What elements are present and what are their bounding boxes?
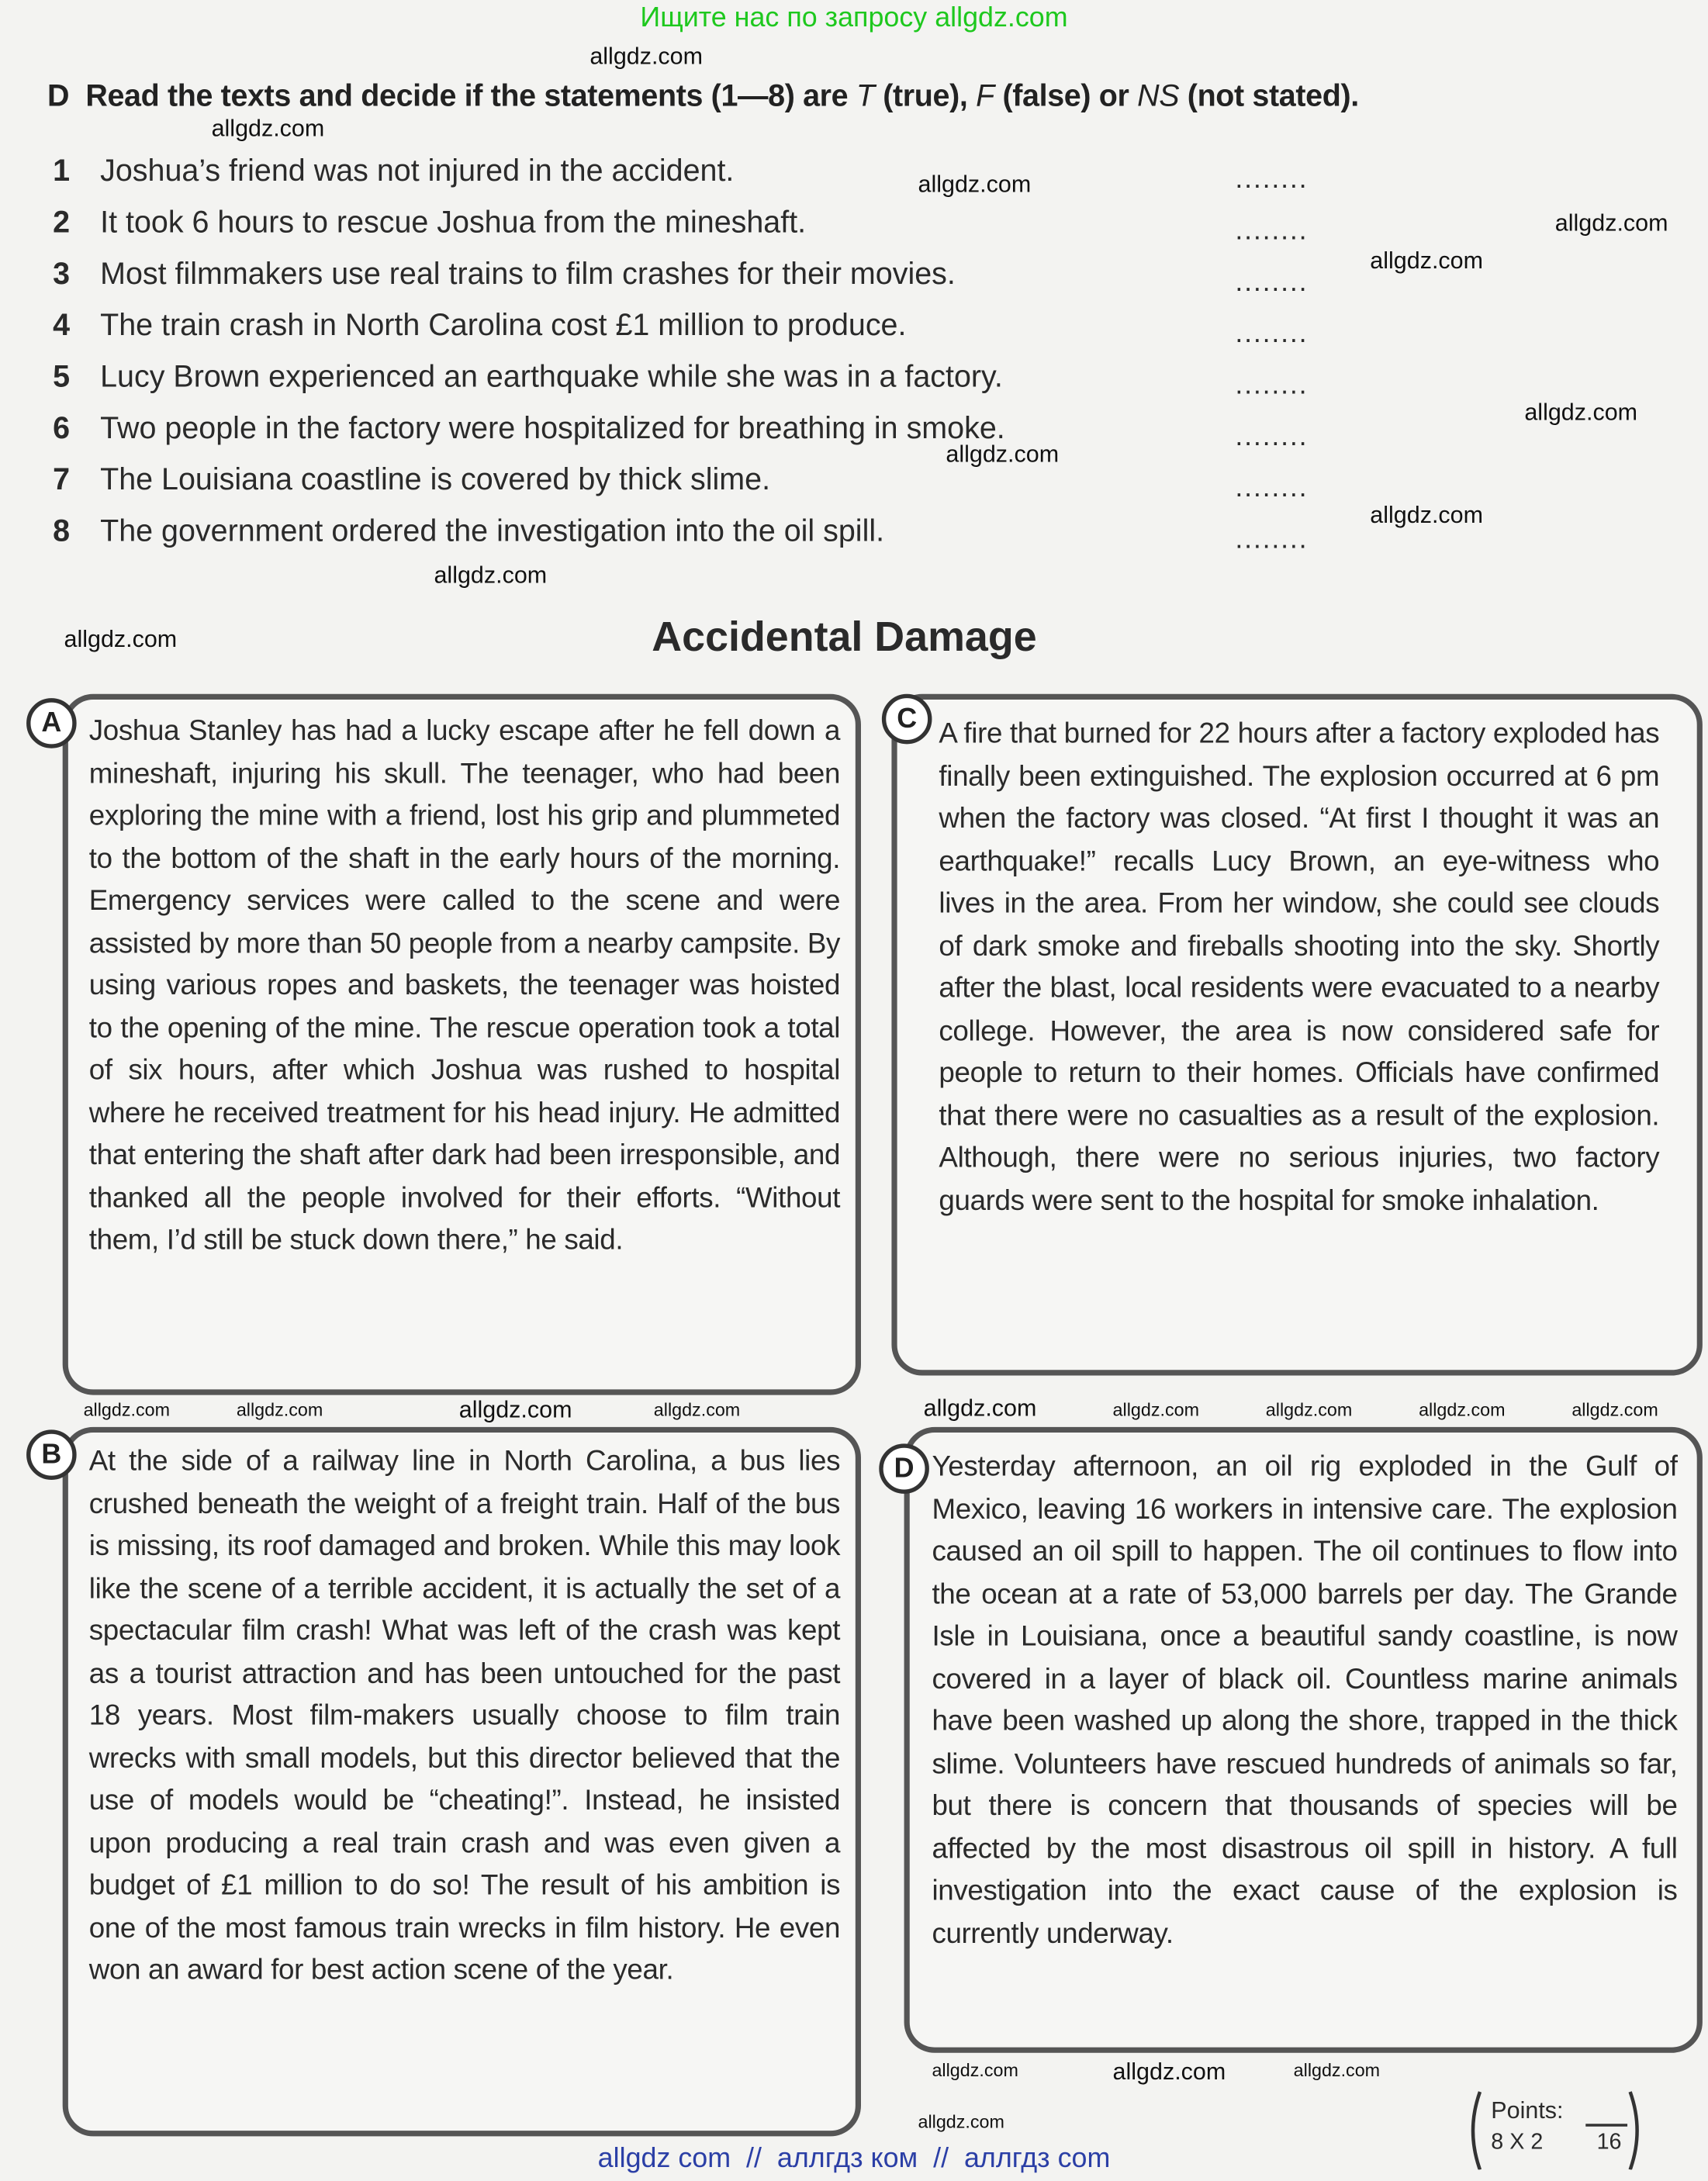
points-total: 16	[1596, 2131, 1622, 2155]
watermark: allgdz.com	[653, 1398, 741, 1420]
label-c-badge: C	[882, 694, 932, 745]
statement-number: 4	[53, 307, 71, 343]
true-desc: (true),	[874, 78, 977, 113]
text-box-c	[891, 694, 1702, 1376]
false-desc: (false) or	[994, 78, 1138, 113]
watermark: allgdz.com	[211, 115, 325, 142]
text-box-d	[904, 1427, 1703, 2053]
statement	[53, 359, 1003, 396]
points-label: Points:	[1491, 2097, 1564, 2124]
watermark: allgdz.com	[932, 2059, 1018, 2081]
watermark: allgdz.com	[1370, 247, 1484, 275]
answer-blank[interactable]: ........	[1235, 524, 1309, 555]
statement-number: 1	[53, 153, 71, 188]
text-d-body: Yesterday afternoon, an oil rig exploded in the Gulf of Mexico, leaving 16 workers in intensive care. The explosion caused an oil spill to happen. The oil continues to flow into the ocean at a rate of 53,000 barrels per day. The Grande Isle in Louisiana, once a beautiful sandy coastline, is now covered in a layer of black oil. Countless marine animals have been washed up along the shore, trapped in the thick slime. Volunteers have rescued hundreds of animals so far, but there is concern that thousands of species will be affected by the most disastrous oil spill in history. A full investigation into the exact cause of the explosion is currently underway.	[932, 1450, 1678, 1950]
watermark: allgdz.com	[434, 562, 548, 589]
statement	[53, 461, 770, 498]
statement-number: 6	[53, 410, 71, 445]
text-box-b	[63, 1427, 861, 2137]
statement-number: 5	[53, 358, 71, 394]
statement	[53, 205, 806, 241]
watermark: allgdz.com	[83, 1398, 171, 1420]
statement-text: Most filmmakers use real trains to film crashes for their movies.	[100, 255, 956, 291]
statement-text: The train crash in North Carolina cost £1 million to produce.	[100, 307, 907, 343]
watermark: allgdz.com	[590, 43, 704, 70]
answer-blank[interactable]: ........	[1235, 318, 1309, 350]
text-box-a	[63, 694, 861, 1395]
statement	[53, 410, 1005, 447]
instruction-text: Read the texts and decide if the statements (1—8) are	[85, 78, 856, 113]
answer-blank[interactable]: ........	[1235, 472, 1309, 504]
watermark: allgdz.com	[1554, 209, 1668, 237]
statement	[53, 153, 734, 189]
statement	[53, 307, 906, 344]
statement-text: It took 6 hours to rescue Joshua from the mineshaft.	[100, 204, 807, 240]
statement-number: 3	[53, 255, 71, 291]
label-d-badge: D	[879, 1443, 929, 1494]
text-c-body: A fire that burned for 22 hours after a factory exploded has finally been extinguished. The explosion occurred at 6 pm when the factory was closed. “At first I thought it was an earthquake!” recalls Lucy Brown, an eye-witness who lives in the area. From her window, she could see clouds of dark smoke and fireballs shooting into the sky. Shortly after the blast, local residents were evacuated to a nearby college. However, the area is now considered safe for people to return to their homes. Officials have confirmed that there were no casualties as a result of the explosion. Although, there were no serious injuries, two factory guards were sent to the hospital for smoke inhalation.	[939, 717, 1660, 1217]
statement-text: The government ordered the investigation into the oil spill.	[100, 513, 885, 548]
true-code: T	[856, 78, 875, 113]
watermark: allgdz.com	[946, 441, 1060, 468]
watermark: allgdz.com	[1571, 1398, 1658, 1420]
watermark: allgdz.com	[236, 1398, 323, 1420]
text-a-body: Joshua Stanley has had a lucky escape after he fell down a mineshaft, injuring his skull. The teenager, who had been exploring the mine with a friend, lost his grip and plummeted to the bottom of the shaft in the early hours of the morning. Emergency services were called to the scene and were assisted by more than 50 people from a nearby campsite. By using various ropes and baskets, the teenager was hoisted to the opening of the mine. The rescue operation took a total of six hours, after which Joshua was rushed to hospital where he received treatment for his head injury. He admitted that entering the shaft after dark had been irresponsible, and thanked all the people involved for their efforts. “Without them, I’d still be stuck down there,” he said.	[88, 714, 841, 1256]
label-b-badge: B	[26, 1429, 77, 1480]
watermark: allgdz.com	[1419, 1398, 1506, 1420]
statement-number: 7	[53, 461, 71, 497]
statement-text: Lucy Brown experienced an earthquake while she was in a factory.	[100, 358, 1003, 394]
statement-number: 8	[53, 513, 71, 548]
answer-blank[interactable]: ........	[1235, 421, 1309, 452]
text-b-body: At the side of a railway line in North Carolina, a bus lies crushed beneath the weight of a freight train. Half of the bus is missing, its roof damaged and broken. While this may look like the scene of a terrible accident, it is actually the set of a spectacular film crash! What was left of the crash was kept as a tourist attraction and has been untouched for the past 18 years. Most film-makers usually choose to film train wrecks with small models, but this director believed that the use of models would be “cheating!”. Instead, he insisted upon producing a real train crash and was even given a budget of £1 million to do so! The result of his ambition is one of the most famous train wrecks in film history. He even won an award for best action scene of the year.	[88, 1445, 841, 1986]
answer-blank[interactable]: ........	[1235, 267, 1309, 298]
label-a-badge: A	[26, 698, 77, 748]
statement-text: Two people in the factory were hospitalized for breathing in smoke.	[100, 410, 1005, 445]
footer-links: allgdz com // аллгдз ком // аллгдз com	[597, 2143, 1111, 2174]
section-title: Accidental Damage	[652, 614, 1037, 661]
ns-code: NS	[1137, 78, 1180, 113]
ns-desc: (not stated).	[1179, 78, 1359, 113]
watermark: allgdz.com	[1370, 502, 1484, 529]
answer-blank[interactable]: ........	[1235, 164, 1309, 195]
watermark: allgdz.com	[1112, 1398, 1199, 1420]
watermark: allgdz.com	[458, 1396, 572, 1423]
search-banner: Ищите нас по запросу allgdz.com	[640, 2, 1068, 34]
statement-number: 2	[53, 204, 71, 240]
statement	[53, 256, 956, 292]
watermark: allgdz.com	[918, 2111, 1004, 2132]
watermark: allgdz.com	[923, 1395, 1037, 1422]
watermark: allgdz.com	[1293, 2059, 1381, 2081]
task-instruction	[47, 78, 1359, 114]
answer-blank[interactable]: ........	[1235, 369, 1309, 401]
false-code: F	[976, 78, 994, 113]
answer-blank[interactable]: ........	[1235, 215, 1309, 247]
task-letter: D	[47, 78, 70, 113]
statement-text: The Louisiana coastline is covered by thick slime.	[100, 461, 771, 497]
watermark: allgdz.com	[1524, 399, 1638, 426]
watermark: allgdz.com	[1265, 1398, 1353, 1420]
watermark: allgdz.com	[64, 625, 178, 653]
statement	[53, 513, 884, 550]
watermark: allgdz.com	[1112, 2058, 1226, 2086]
statement-text: Joshua’s friend was not injured in the accident.	[100, 153, 735, 188]
watermark: allgdz.com	[918, 171, 1032, 198]
points-formula: 8 X 2	[1491, 2131, 1544, 2155]
